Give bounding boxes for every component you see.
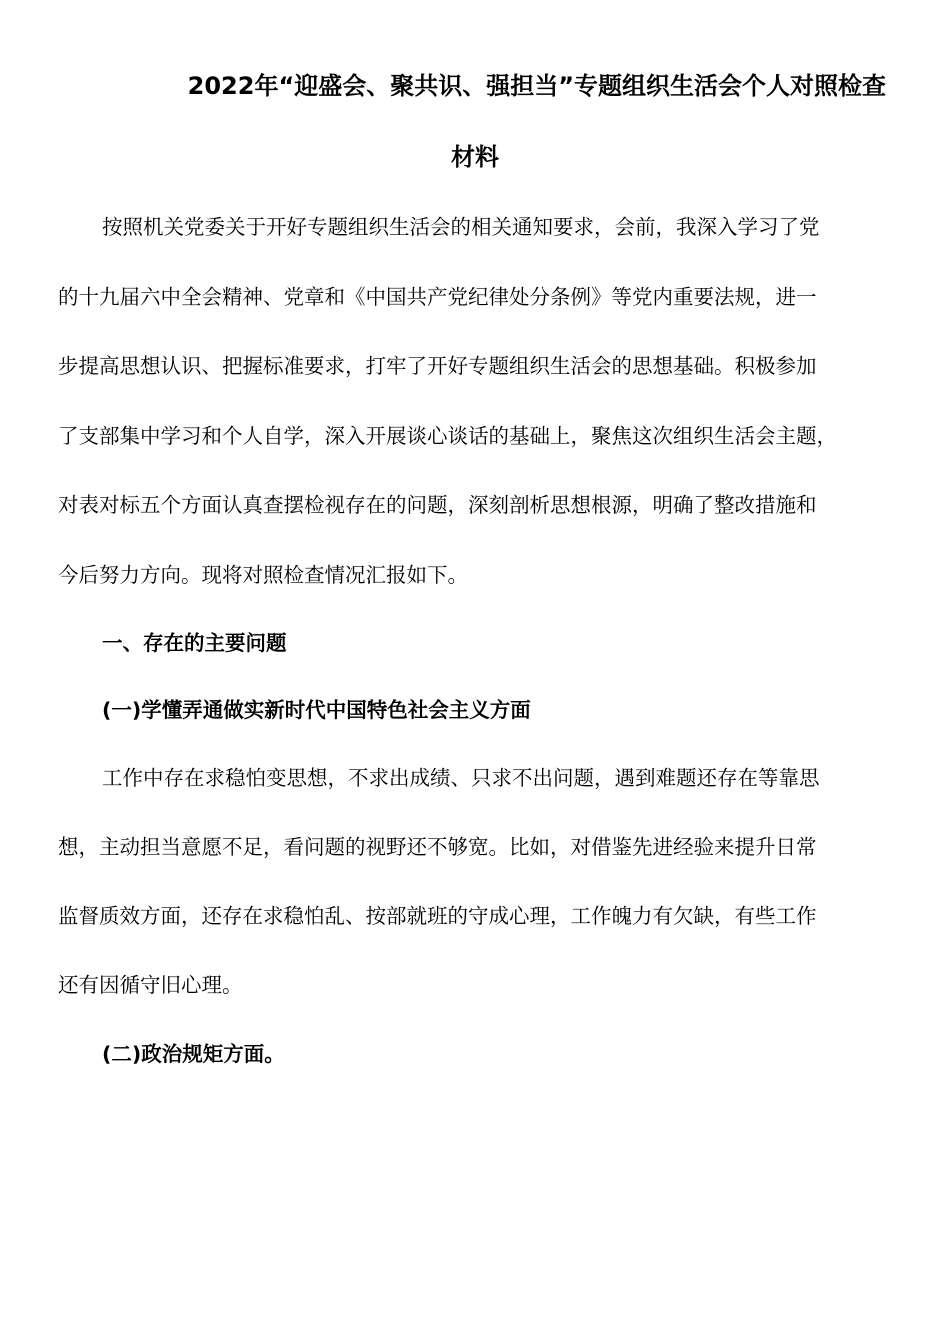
- section-heading: 一、存在的主要问题: [102, 631, 287, 655]
- document-title-line1: 2022年“迎盛会、聚共识、强担当”专题组织生活会个人对照检查: [187, 72, 886, 100]
- paragraph-line: 监督质效方面，还存在求稳怕乱、按部就班的守成心理，工作魄力有欠缺，有些工作: [58, 904, 817, 928]
- paragraph-line: 步提高思想认识、把握标准要求，打牢了开好专题组织生活会的思想基础。积极参加: [58, 354, 817, 378]
- paragraph-line: 了支部集中学习和个人自学，深入开展谈心谈话的基础上，聚焦这次组织生活会主题，: [58, 424, 837, 448]
- paragraph-line: 工作中存在求稳怕变思想，不求出成绩、只求不出问题，遇到难题还存在等靠思: [102, 766, 820, 790]
- paragraph-line: 还有因循守旧心理。: [58, 973, 243, 997]
- paragraph-line: 想，主动担当意愿不足，看问题的视野还不够宽。比如，对借鉴先进经验来提升日常: [58, 835, 817, 859]
- paragraph-line: 今后努力方向。现将对照检查情况汇报如下。: [58, 563, 468, 587]
- subsection-heading: (一)学懂弄通做实新时代中国特色社会主义方面: [102, 698, 531, 722]
- paragraph-line: 按照机关党委关于开好专题组织生活会的相关通知要求，会前，我深入学习了党: [102, 215, 820, 239]
- paragraph-line: 的十九届六中全会精神、党章和《中国共产党纪律处分条例》等党内重要法规，进一: [58, 285, 817, 309]
- subsection-heading: (二)政治规矩方面。: [102, 1042, 285, 1066]
- document-title-line2: 材料: [451, 143, 499, 171]
- paragraph-line: 对表对标五个方面认真查摆检视存在的问题，深刻剖析思想根源，明确了整改措施和: [58, 493, 817, 517]
